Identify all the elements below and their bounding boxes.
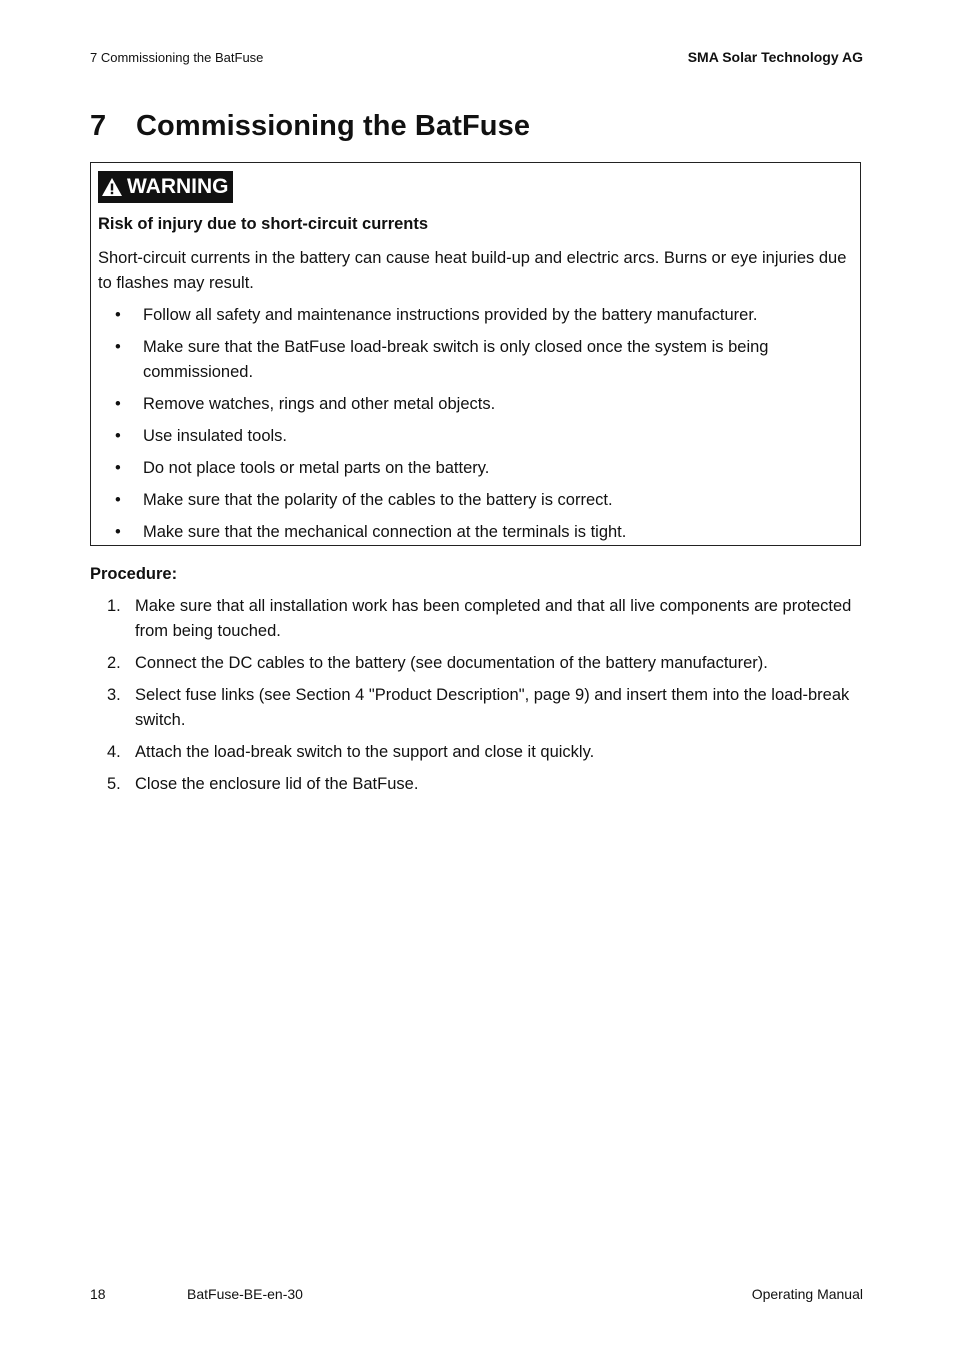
procedure-steps [90,594,861,804]
list-item-text: Make sure that the polarity of the cables to the battery is correct. [143,491,613,509]
list-item-text: Make sure that the mechanical connection at the terminals is tight. [143,523,627,541]
procedure-step [90,651,861,676]
warning-title: Risk of injury due to short-circuit currents [98,215,429,233]
step-text: Attach the load-break switch to the support and close it quickly. [135,743,595,761]
warning-triangle-icon [101,177,123,197]
bullet-icon: • [115,395,121,413]
list-item-text: Make sure that the BatFuse load-break switch is only closed once the system is being commissioned. [143,338,769,381]
step-number: 5. [107,775,121,793]
step-number: 1. [107,597,121,615]
bullet-icon: • [115,459,121,477]
document-id: BatFuse-BE-en-30 [187,1286,303,1302]
procedure-step [90,594,861,644]
procedure-heading: Procedure: [90,565,178,583]
document-type: Operating Manual [751,1286,863,1302]
warning-bullet-list [91,303,860,552]
running-header-chapter: 7 Commissioning the BatFuse [90,50,264,65]
step-text: Connect the DC cables to the battery (see documentation of the battery manufacturer). [135,654,768,672]
list-item-text: Do not place tools or metal parts on the battery. [143,459,490,477]
warning-description: Short-circuit currents in the battery can cause heat build-up and electric arcs. Burns or eye injuries due to flashes may result. [98,249,847,292]
list-item [91,424,860,449]
warning-box [90,162,861,546]
list-item [91,335,860,385]
step-text: Make sure that all installation work has been completed and that all live components are protected from being touched. [135,597,852,640]
chapter-title-text: Commissioning the BatFuse [136,110,531,142]
list-item-text: Use insulated tools. [143,427,287,445]
warning-label: WARNING [127,175,229,198]
procedure-step [90,740,861,765]
list-item [91,456,860,481]
step-text: Select fuse links (see Section 4 "Product Description", page 9) and insert them into the load-break switch. [135,686,850,729]
list-item [91,520,860,545]
step-number: 3. [107,686,121,704]
bullet-icon: • [115,306,121,324]
list-item-text: Remove watches, rings and other metal objects. [143,395,496,413]
warning-badge [98,171,233,203]
chapter-title [90,110,530,143]
list-item-text: Follow all safety and maintenance instructions provided by the battery manufacturer. [143,306,758,324]
step-number: 4. [107,743,121,761]
procedure-step [90,683,861,733]
procedure-step [90,772,861,797]
bullet-icon: • [115,491,121,509]
running-header-company: SMA Solar Technology AG [687,49,863,65]
bullet-icon: • [115,523,121,541]
page-number: 18 [90,1286,106,1302]
bullet-icon: • [115,338,121,356]
list-item [91,303,860,328]
list-item [91,488,860,513]
step-number: 2. [107,654,121,672]
step-text: Close the enclosure lid of the BatFuse. [135,775,419,793]
chapter-number: 7 [90,110,107,142]
bullet-icon: • [115,427,121,445]
list-item [91,392,860,417]
